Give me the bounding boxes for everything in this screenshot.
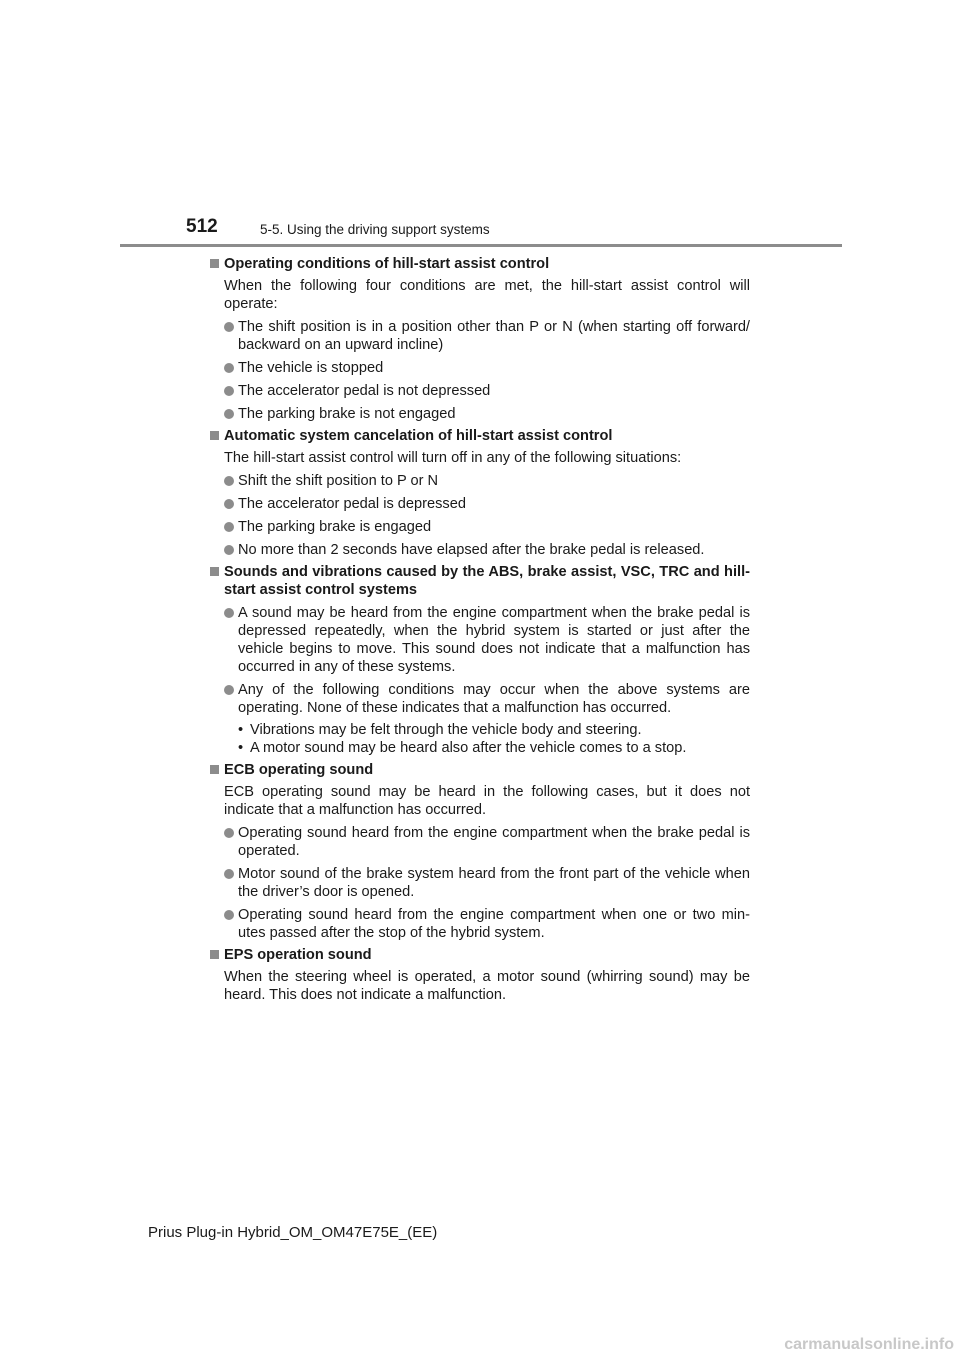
section-operating-conditions: [210, 255, 750, 423]
list-item: The parking brake is not engaged: [210, 405, 750, 423]
section-intro: The hill-start assist control will turn off in any of the following situations:: [224, 450, 682, 466]
circle-bullet-icon: [224, 545, 234, 555]
circle-bullet-icon: [224, 386, 234, 396]
list-item: Any of the following conditions may occur when the above systems are operating. None of these indicates that a malfunction has occurred.: [210, 681, 750, 717]
section-title: Operating conditions of hill-start assist control: [210, 255, 750, 273]
circle-bullet-icon: [224, 499, 234, 509]
list-item: Operating sound heard from the engine compartment when one or two min- utes passed after the stop of the hybrid system.: [210, 906, 750, 942]
section-automatic-cancelation: [210, 427, 750, 559]
circle-bullet-icon: [224, 910, 234, 920]
square-bullet-icon: [210, 431, 219, 440]
section-title: ECB operating sound: [210, 761, 750, 779]
list-item: No more than 2 seconds have elapsed after the brake pedal is released.: [210, 541, 750, 559]
sub-list-item: • Vibrations may be felt through the vehicle body and steering.: [238, 722, 642, 738]
running-head: 5-5. Using the driving support systems: [260, 222, 490, 237]
list-item: Operating sound heard from the engine compartment when the brake pedal is operated.: [210, 824, 750, 860]
list-item: The accelerator pedal is depressed: [210, 495, 750, 513]
circle-bullet-icon: [224, 685, 234, 695]
square-bullet-icon: [210, 567, 219, 576]
section-intro: When the following four conditions are met, the hill-start assist control will operate:: [224, 278, 750, 312]
section-title: EPS operation sound: [210, 946, 750, 964]
section-eps-sound: [210, 946, 750, 1004]
circle-bullet-icon: [224, 869, 234, 879]
square-bullet-icon: [210, 259, 219, 268]
circle-bullet-icon: [224, 522, 234, 532]
circle-bullet-icon: [224, 409, 234, 419]
circle-bullet-icon: [224, 363, 234, 373]
sub-item-marker: •: [238, 722, 244, 738]
footer-manual-id: Prius Plug-in Hybrid_OM_OM47E75E_(EE): [148, 1224, 438, 1241]
list-item: Motor sound of the brake system heard from the front part of the vehicle when the driver’s door is opened.: [210, 865, 750, 901]
list-item: Shift the shift position to P or N: [210, 472, 750, 490]
circle-bullet-icon: [224, 828, 234, 838]
square-bullet-icon: [210, 765, 219, 774]
list-item: The vehicle is stopped: [210, 359, 750, 377]
section-intro: When the steering wheel is operated, a motor sound (whirring sound) may be heard. This does not indicate a malfunction.: [224, 969, 750, 1003]
square-bullet-icon: [210, 950, 219, 959]
circle-bullet-icon: [224, 322, 234, 332]
list-item: The parking brake is engaged: [210, 518, 750, 536]
page-content: [210, 255, 750, 1008]
circle-bullet-icon: [224, 608, 234, 618]
section-sounds-vibrations: [210, 563, 750, 757]
list-item: The shift position is in a position other than P or N (when starting off forward/ backward on an upward incline): [210, 318, 750, 354]
sub-list-item: • A motor sound may be heard also after the vehicle comes to a stop.: [238, 740, 687, 756]
watermark: carmanualsonline.info: [784, 1336, 954, 1353]
list-item: The accelerator pedal is not depressed: [210, 382, 750, 400]
section-title: Sounds and vibrations caused by the ABS, brake assist, VSC, TRC and hill-start assist control systems: [210, 563, 750, 599]
section-intro: ECB operating sound may be heard in the following cases, but it does not indicate that a malfunction has occurred.: [224, 784, 750, 818]
section-title: Automatic system cancelation of hill-start assist control: [210, 427, 750, 445]
header-rule: [120, 244, 842, 247]
list-item: A sound may be heard from the engine compartment when the brake pedal is depressed repeatedly, when the hybrid system is started or just after the vehicle begins to move. This sound does not indicate that a malfunction has occurred in any of these systems.: [210, 604, 750, 676]
sub-item-marker: •: [238, 740, 244, 756]
section-ecb-sound: [210, 761, 750, 942]
circle-bullet-icon: [224, 476, 234, 486]
page-number: 512: [186, 216, 218, 237]
